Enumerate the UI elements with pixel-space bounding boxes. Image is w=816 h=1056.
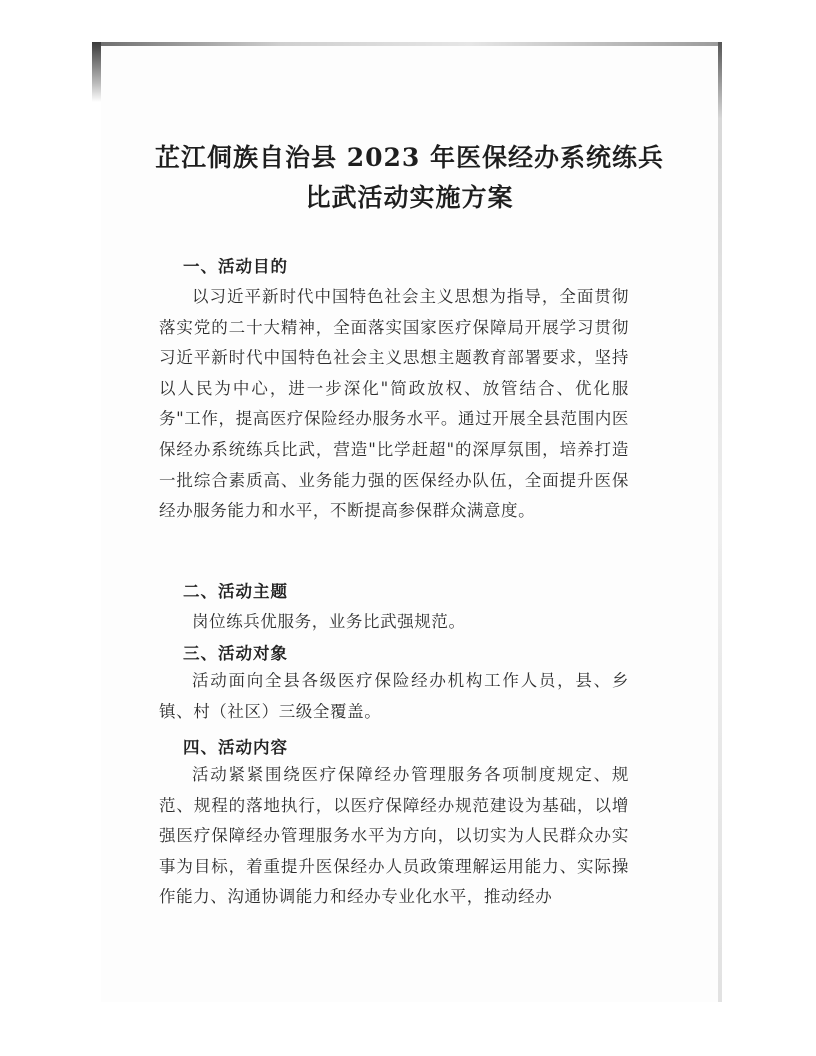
section-heading-theme: 二、活动主题: [183, 582, 288, 601]
section-body-theme: 岗位练兵优服务，业务比武强规范。: [192, 612, 466, 631]
section-heading-participants: 三、活动对象: [183, 644, 288, 663]
section-body-participants: 活动面向全县各级医疗保险经办机构工作人员，县、乡镇、村（社区）三级全覆盖。: [159, 671, 629, 721]
document-page: [101, 46, 718, 1002]
section-body-content: 活动紧紧围绕医疗保障经办管理服务各项制度规定、规范、规程的落地执行，以医疗保障经办规范建设为基础，以增强医疗保障经办管理服务水平为方向，以切实为人民群众办实事为目标，着重提升医保经办人员政策理解运用能力、实际操作能力、沟通协调能力和经办专业化水平，推动经办: [159, 765, 629, 907]
scan-edge-left: [92, 42, 101, 102]
section-heading-content: 四、活动内容: [183, 738, 288, 757]
scan-edge-right: [718, 42, 722, 1002]
document-title-line-1: 芷江侗族自治县 2023 年医保经办系统练兵: [155, 143, 664, 172]
section-body-purpose: 以习近平新时代中国特色社会主义思想为指导，全面贯彻落实党的二十大精神，全面落实国家医疗保障局开展学习贯彻习近平新时代中国特色社会主义思想主题教育部署要求，坚持以人民为中心，进一步深化"简政放权、放管结合、优化服务"工作，提高医疗保险经办服务水平。通过开展全县范围内医保经办系统练兵比武，营造"比学赶超"的深厚氛围，培养打造一批综合素质高、业务能力强的医保经办队伍，全面提升医保经办服务能力和水平，不断提高参保群众满意度。: [159, 287, 629, 521]
section-heading-purpose: 一、活动目的: [183, 257, 288, 276]
document-title-line-2: 比武活动实施方案: [305, 183, 514, 212]
